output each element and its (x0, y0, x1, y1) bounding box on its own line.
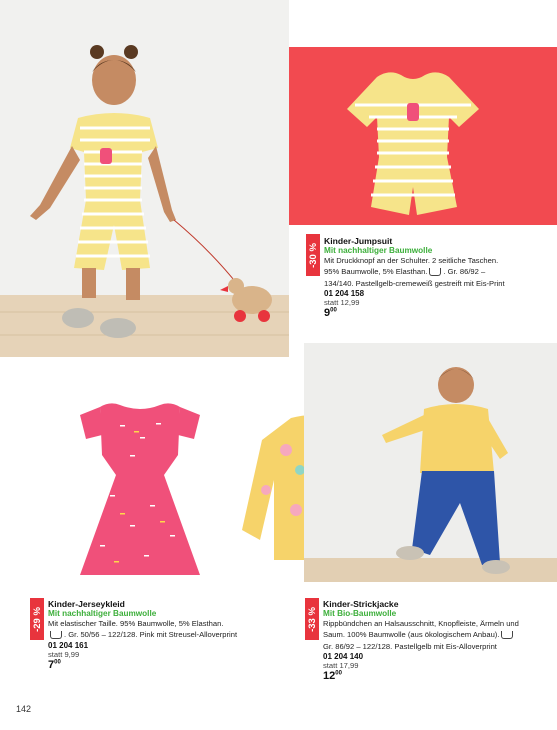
price: $7^{00}$ (48, 658, 61, 671)
product-image-jumpsuit (289, 47, 557, 225)
product-title: Kinder-Jumpsuit (324, 236, 393, 246)
product-subtitle: Mit nachhaltiger Baumwolle (324, 246, 433, 255)
photo-girl-jumpsuit (0, 0, 289, 357)
old-price: statt 17,99 (323, 661, 359, 671)
page-number: 142 (16, 704, 32, 714)
wash-care-icon (429, 268, 441, 276)
old-price: statt 12,99 (324, 298, 360, 308)
product-title: Kinder-Jerseykleid (48, 599, 125, 609)
product-info-cardigan (323, 599, 555, 682)
product-image-dress (60, 395, 220, 580)
price: $9^{00}$ (324, 307, 337, 320)
article-number: 01 204 161 (48, 640, 89, 650)
article-number: 01 204 158 (324, 289, 365, 299)
wash-care-icon (50, 631, 62, 639)
product-subtitle: Mit nachhaltiger Baumwolle (48, 609, 157, 618)
product-subtitle: Mit Bio-Baumwolle (323, 609, 397, 618)
wash-care-icon (501, 631, 513, 639)
price: $12^{00}$ (323, 670, 342, 683)
product-description: Rippbündchen an Halsausschnitt, Knopfleiste, Ärmeln und Saum. 100% Baumwolle (aus ökologischem Anbau). Gr. 86/92 – 122/128. Pastellgelb mit Eis-Alloverprint (323, 619, 519, 651)
article-number: 01 204 140 (323, 652, 364, 662)
product-description: Mit Druckknopf an der Schulter. 2 seitliche Taschen. 95% Baumwolle, 5% Elasthan. . Gr. 86/92 – 134/140. Pastellgelb-cremeweiß gestreift mit Eis-Print (324, 256, 505, 288)
product-title: Kinder-Strickjacke (323, 599, 399, 609)
discount-badge: -30 % (306, 234, 320, 276)
discount-badge: -33 % (305, 598, 319, 640)
product-info-dress (48, 599, 288, 671)
old-price: statt 9,99 (48, 649, 80, 659)
discount-badge: -29 % (30, 598, 44, 640)
product-info-jumpsuit (324, 236, 554, 319)
photo-child-cardigan (304, 343, 557, 582)
product-description: Mit elastischer Taille. 95% Baumwolle, 5% Elasthan. . Gr. 50/56 – 122/128. Pink mit Streusel-Alloverprint (48, 619, 238, 640)
